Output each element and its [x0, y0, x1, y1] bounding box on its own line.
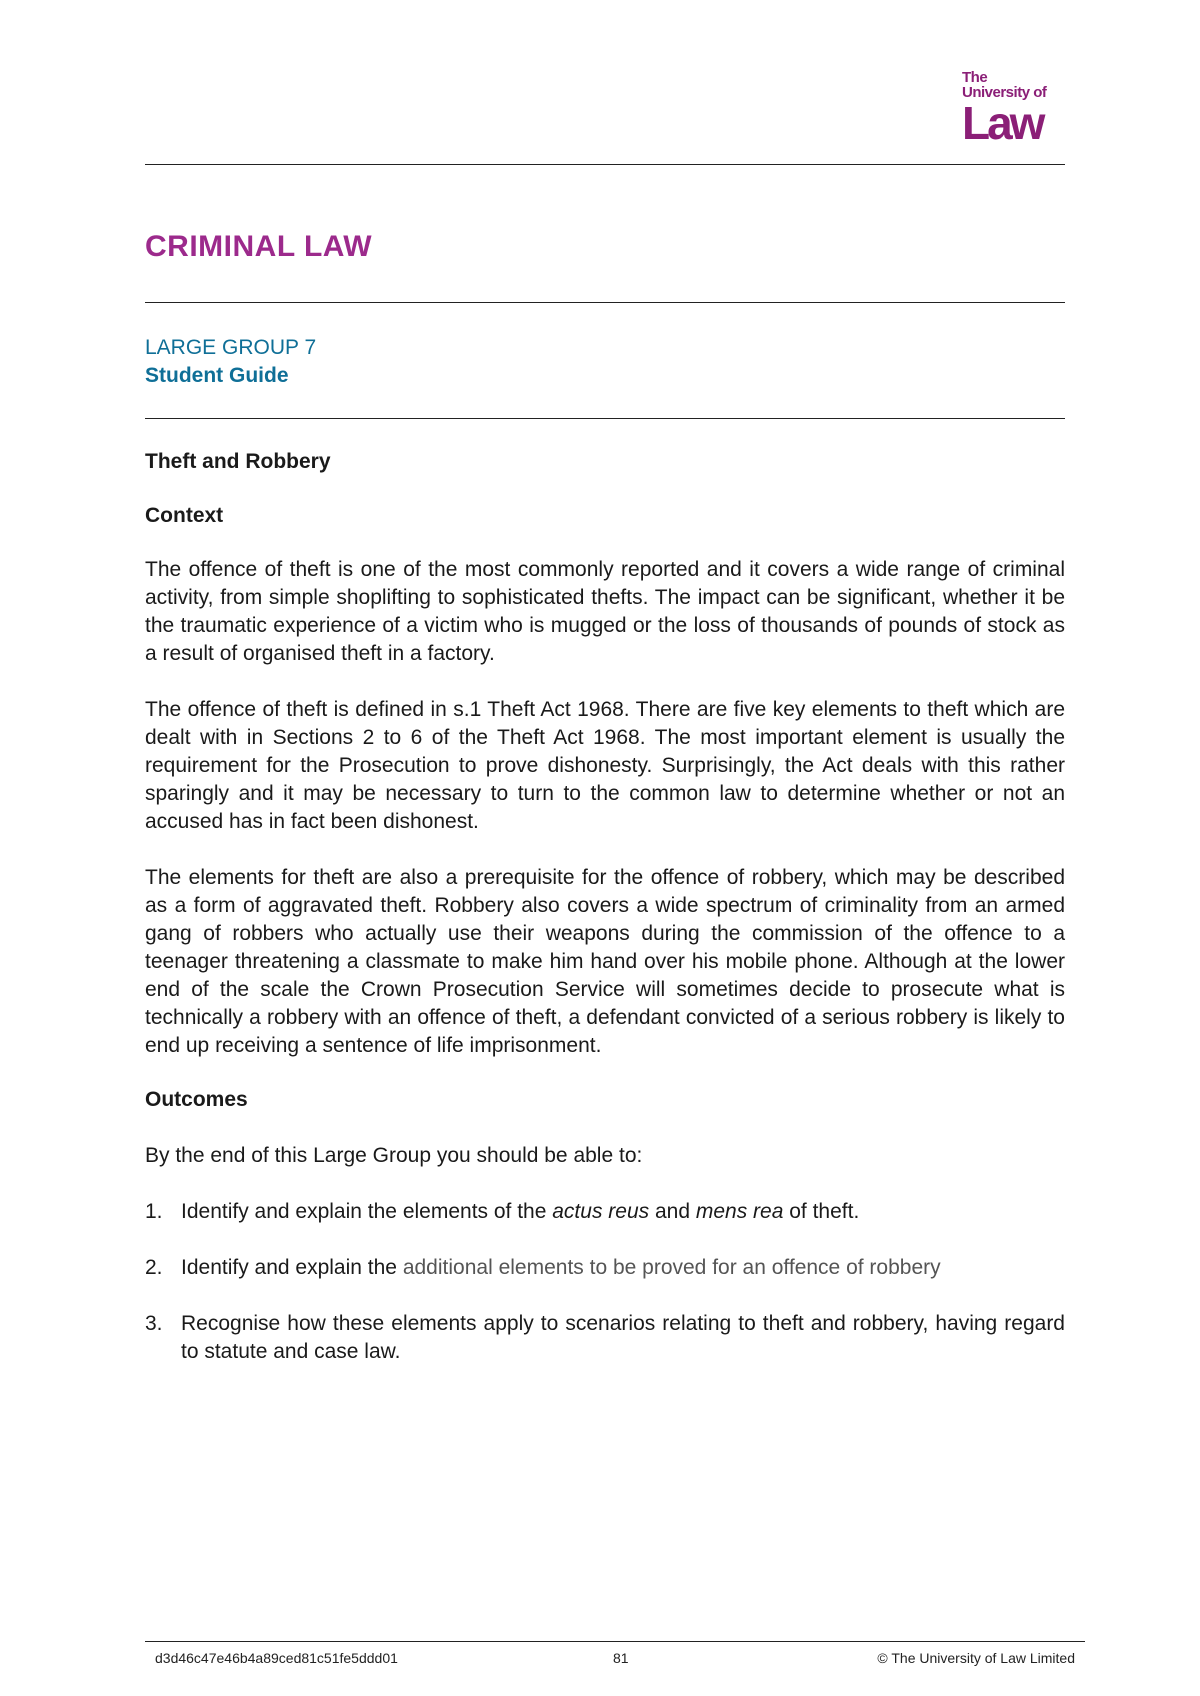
- subtitle-line-2: Student Guide: [145, 364, 289, 387]
- outcome-number-2: 2.: [145, 1256, 163, 1279]
- outcome-1-part-1: Identify and explain the elements of the: [181, 1200, 553, 1223]
- outcome-item-3: [145, 1310, 1065, 1366]
- context-paragraph-3: The elements for theft are also a prerequisite for the offence of robbery, which may be described as a form of aggravated theft. Robbery also covers a wide spectrum of criminality from an armed gang of robbers who actually use their weapons during the commission of the offence to a teenager threatening a classmate to make him hand over his mobile phone. Although at the lower end of the scale the Crown Prosecution Service will sometimes decide to prosecute what is technically a robbery with an offence of theft, a defendant convicted of a serious robbery is likely to end up receiving a sentence of life imprisonment.: [145, 866, 1065, 1057]
- outcome-item-1: [145, 1198, 1065, 1226]
- university-logo: [962, 69, 1062, 149]
- context-paragraph-1: The offence of theft is one of the most commonly reported and it covers a wide range of criminal activity, from simple shoplifting to sophisticated thefts. The impact can be significant, whether it be the traumatic experience of a victim who is mugged or the loss of thousands of pounds of stock as a result of organised theft in a factory.: [145, 558, 1065, 665]
- outcome-1-part-3: of theft.: [783, 1200, 860, 1223]
- outcome-1-mens-rea: mens rea: [695, 1200, 784, 1223]
- outcome-1-actus-reus: actus reus: [552, 1200, 650, 1223]
- outcome-text-2: [181, 1254, 1065, 1282]
- header-divider-middle: [145, 302, 1065, 303]
- outcome-item-2: [145, 1254, 1065, 1282]
- outcome-text-3: Recognise how these elements apply to scenarios relating to theft and robbery, having regard to statute and case law.: [181, 1312, 1065, 1363]
- outcomes-intro: By the end of this Large Group you should be able to:: [145, 1144, 643, 1167]
- outcome-1-part-2: and: [649, 1200, 696, 1223]
- outcome-text-1: [181, 1198, 1065, 1226]
- footer-doc-id: d3d46c47e46b4a89ced81c51fe5ddd01: [155, 1650, 398, 1666]
- outcome-number-1: 1.: [145, 1200, 163, 1223]
- footer-copyright: © The University of Law Limited: [877, 1650, 1075, 1666]
- section-title: Theft and Robbery: [145, 450, 331, 473]
- document-title: CRIMINAL LAW: [145, 230, 373, 263]
- outcome-number-3: 3.: [145, 1312, 163, 1335]
- header-divider-top: [145, 164, 1065, 165]
- context-heading: Context: [145, 504, 224, 527]
- outcome-2-part-1: Identify and explain the: [181, 1256, 403, 1279]
- outcomes-list: [145, 1198, 1065, 1366]
- outcomes-heading: Outcomes: [145, 1088, 248, 1111]
- footer-page-number: 81: [613, 1650, 629, 1666]
- logo-line-3: Law: [962, 97, 1043, 149]
- outcome-2-part-2: additional elements to be proved for an offence of robbery: [402, 1256, 941, 1279]
- logo-line-2: University of: [962, 84, 1047, 101]
- footer-divider: [145, 1641, 1085, 1642]
- document-body: [145, 448, 1065, 1394]
- subtitle-line-1: LARGE GROUP 7: [145, 336, 317, 359]
- header-divider-bottom: [145, 418, 1065, 419]
- document-subtitle: [145, 334, 316, 390]
- context-paragraph-2: The offence of theft is defined in s.1 Theft Act 1968. There are five key elements to theft which are dealt with in Sections 2 to 6 of the Theft Act 1968. The most important element is usually the requirement for the Prosecution to prove dishonesty. Surprisingly, the Act deals with this rather sparingly and it may be necessary to turn to the common law to determine whether or not an accused has in fact been dishonest.: [145, 698, 1065, 833]
- logo-line-1: The: [962, 69, 988, 86]
